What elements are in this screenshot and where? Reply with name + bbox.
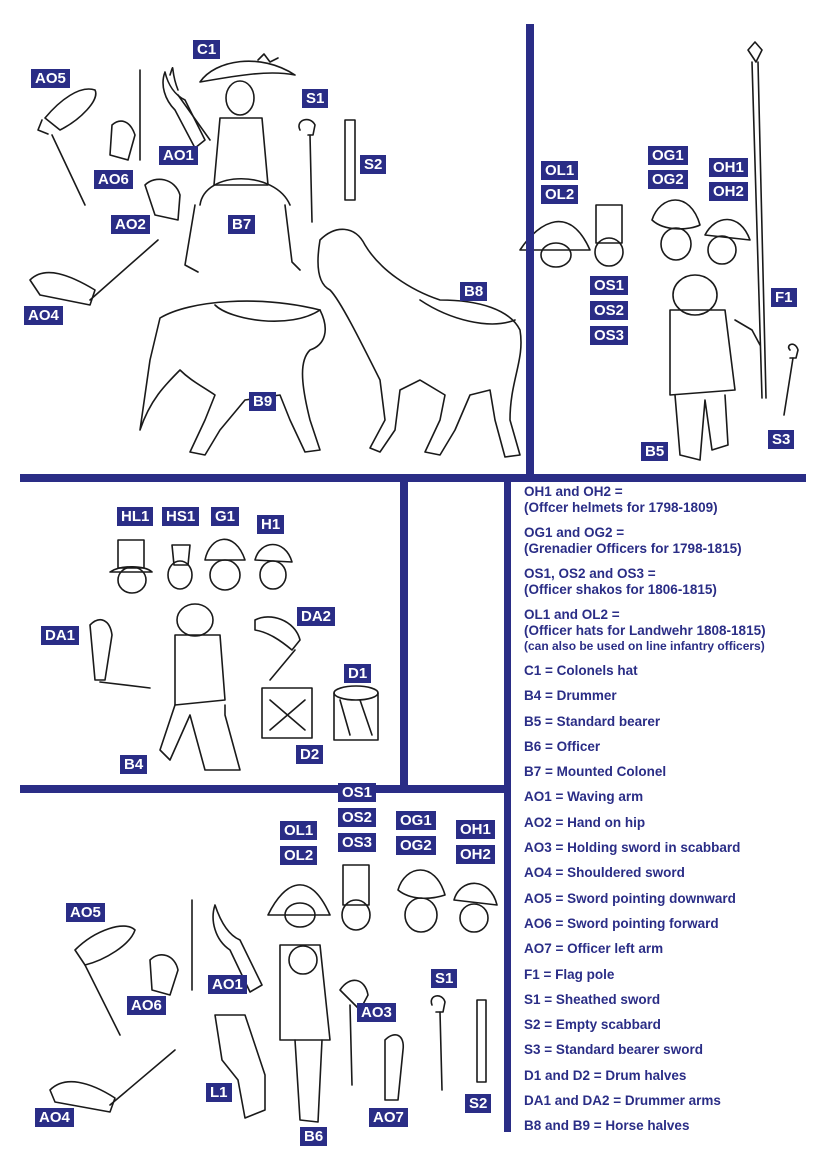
legend-line: AO5 = Sword pointing downward [524, 890, 736, 906]
label-ao7: AO7 [369, 1108, 408, 1127]
label-b5: B5 [641, 442, 668, 461]
label-b7: B7 [228, 215, 255, 234]
part-b8-b9-sketch [140, 229, 521, 457]
label-hs1: HS1 [162, 507, 199, 526]
part-ao6-sketch [110, 70, 140, 160]
part-ao2-sketch [145, 179, 180, 220]
label-da1: DA1 [41, 626, 79, 645]
legend-line: B6 = Officer [524, 738, 601, 754]
label-os2-bottom: OS2 [338, 808, 376, 827]
part-ao5-sketch [38, 89, 96, 205]
part-ao1-sketch [163, 72, 205, 148]
divider-vertical-top [526, 24, 534, 474]
legend-line: (Officer shakos for 1806-1815) [524, 582, 717, 597]
label-os2-top: OS2 [590, 301, 628, 320]
label-ao6: AO6 [94, 170, 133, 189]
label-ol1-bottom: OL1 [280, 821, 317, 840]
label-oh2-bottom: OH2 [456, 845, 495, 864]
label-oh2-top: OH2 [709, 182, 748, 201]
legend-line: DA1 and DA2 = Drummer arms [524, 1093, 721, 1109]
label-s1: S1 [302, 89, 328, 108]
label-ao5: AO5 [31, 69, 70, 88]
label-ao5-bottom: AO5 [66, 903, 105, 922]
label-d2: D2 [296, 745, 323, 764]
label-c1: C1 [193, 40, 220, 59]
legend-line: OH1 and OH2 = [524, 484, 623, 499]
label-g1: G1 [211, 507, 239, 526]
label-os3-top: OS3 [590, 326, 628, 345]
divider-vertical-bottom [504, 482, 511, 1132]
label-oh1-bottom: OH1 [456, 820, 495, 839]
legend-line: D1 and D2 = Drum halves [524, 1067, 687, 1083]
divider-horizontal-bottom [20, 785, 506, 793]
label-og1-bottom: OG1 [396, 811, 436, 830]
legend-line: C1 = Colonels hat [524, 663, 638, 678]
label-ao6-bottom: AO6 [127, 996, 166, 1015]
label-og2-bottom: OG2 [396, 836, 436, 855]
label-og2-top: OG2 [648, 170, 688, 189]
part-drums-sketch [262, 686, 378, 740]
label-hl1: HL1 [117, 507, 153, 526]
label-d1: D1 [344, 664, 371, 683]
label-b9: B9 [249, 392, 276, 411]
part-b5-sketch [670, 275, 760, 460]
legend-line: AO6 = Sword pointing forward [524, 915, 719, 931]
label-ao2: AO2 [111, 215, 150, 234]
label-s2: S2 [360, 155, 386, 174]
part-bottom-sketch [50, 865, 497, 1122]
label-ao1-bottom: AO1 [208, 975, 247, 994]
label-os1-top: OS1 [590, 276, 628, 295]
legend-line: B4 = Drummer [524, 688, 617, 704]
part-b4-sketch [90, 604, 240, 770]
label-s1-bottom: S1 [431, 969, 457, 988]
label-b4: B4 [120, 755, 147, 774]
legend-line: (Grenadier Officers for 1798-1815) [524, 541, 742, 556]
label-ao3: AO3 [357, 1003, 396, 1022]
legend-line: AO2 = Hand on hip [524, 814, 646, 830]
legend-line: S2 = Empty scabbard [524, 1017, 661, 1033]
divider-vertical-middle [400, 482, 408, 785]
label-oh1-top: OH1 [709, 158, 748, 177]
part-s3-sketch [784, 344, 798, 415]
legend-line: F1 = Flag pole [524, 966, 615, 982]
part-ao4-sketch [30, 240, 158, 305]
legend-line: AO7 = Officer left arm [524, 941, 664, 957]
parts-legend [524, 484, 824, 1134]
label-s3: S3 [768, 430, 794, 449]
label-b6: B6 [300, 1127, 327, 1146]
legend-line: B5 = Standard bearer [524, 713, 661, 729]
legend-line: OG1 and OG2 = [524, 525, 625, 540]
part-f1-sketch [748, 42, 766, 398]
legend-line: (Officer hats for Landwehr 1808-1815) [524, 623, 766, 638]
label-s2-bottom: S2 [465, 1094, 491, 1113]
legend-line: B8 and B9 = Horse halves [524, 1118, 690, 1134]
label-h1: H1 [257, 515, 284, 534]
label-ol2-top: OL2 [541, 185, 578, 204]
legend-line: S1 = Sheathed sword [524, 991, 661, 1007]
label-da2: DA2 [297, 607, 335, 626]
part-s1-s2-sketch [299, 120, 355, 222]
label-ao1: AO1 [159, 146, 198, 165]
legend-line: OS1, OS2 and OS3 = [524, 566, 656, 581]
label-ao4-bottom: AO4 [35, 1108, 74, 1127]
legend-line: OL1 and OL2 = [524, 607, 620, 622]
label-og1-top: OG1 [648, 146, 688, 165]
label-l1: L1 [206, 1083, 232, 1102]
legend-line: (Offcer helmets for 1798-1809) [524, 500, 718, 515]
label-os1-bottom: OS1 [338, 783, 376, 802]
part-heads-mid-sketch [110, 539, 292, 593]
part-b7-sketch [170, 68, 300, 272]
part-heads-top-sketch [520, 200, 750, 267]
label-ol2-bottom: OL2 [280, 846, 317, 865]
label-f1: F1 [771, 288, 797, 307]
legend-line: B7 = Mounted Colonel [524, 764, 667, 780]
label-ao4: AO4 [24, 306, 63, 325]
part-da2-sketch [255, 617, 300, 680]
legend-line: AO3 = Holding sword in scabbard [524, 840, 741, 856]
legend-line: (can also be used on line infantry officers) [524, 639, 765, 653]
label-os3-bottom: OS3 [338, 833, 376, 852]
label-b8: B8 [460, 282, 487, 301]
label-ol1-top: OL1 [541, 161, 578, 180]
legend-line: AO4 = Shouldered sword [524, 865, 685, 881]
divider-horizontal-top [20, 474, 806, 482]
legend-line: S3 = Standard bearer sword [524, 1042, 703, 1058]
legend-line: AO1 = Waving arm [524, 789, 644, 805]
